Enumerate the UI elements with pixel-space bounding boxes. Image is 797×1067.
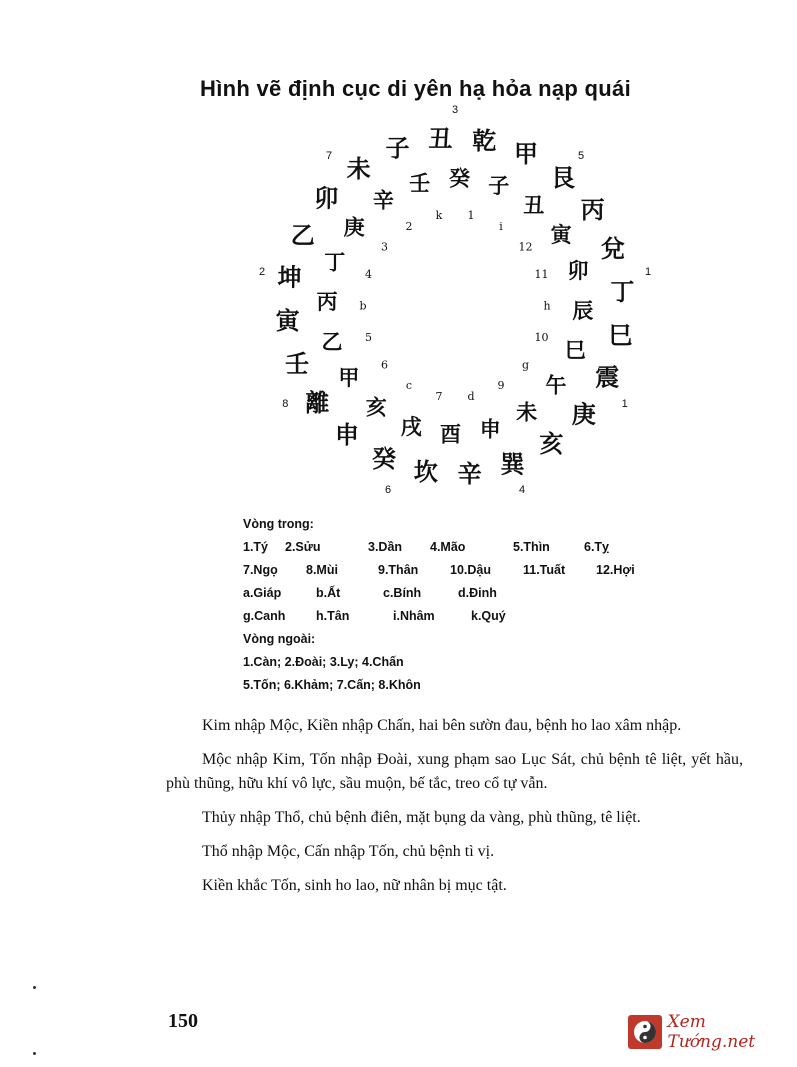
outer-marker: 5: [577, 149, 585, 162]
legend-item: 1.Tý: [243, 540, 269, 554]
outer-marker: 8: [282, 398, 289, 410]
outer-glyph: 震: [595, 362, 620, 392]
legend-item: h.Tân: [316, 609, 350, 623]
watermark-text: Xem Tướng.net: [667, 1012, 756, 1052]
legend-item: i.Nhâm: [393, 609, 435, 623]
legend-item: a.Giáp: [243, 586, 282, 600]
inner-marker: k: [435, 208, 443, 222]
outer-glyph: 坎: [413, 456, 438, 486]
legend-inner-heading: Vòng trong:: [243, 517, 314, 531]
inner-glyph: 亥: [365, 394, 387, 420]
legend-row: [243, 582, 635, 605]
inner-marker: 9: [497, 379, 505, 393]
paragraph: Kiền khắc Tốn, sinh ho lao, nữ nhân bị mục tật.: [202, 877, 507, 894]
legend-outer-line: 5.Tốn; 6.Khảm; 7.Cấn; 8.Khôn: [243, 678, 421, 692]
inner-marker: 2: [405, 219, 413, 233]
legend-item: 9.Thân: [378, 563, 419, 577]
outer-marker: 4: [518, 484, 526, 497]
outer-glyph: 巽: [500, 449, 525, 479]
inner-glyph: 午: [545, 372, 567, 398]
speck: [33, 986, 36, 989]
inner-glyph: 寅: [550, 221, 572, 247]
inner-glyph: 巳: [564, 337, 586, 363]
outer-glyph: 巳: [608, 320, 633, 350]
inner-marker: 10: [534, 331, 549, 344]
outer-glyph: 坤: [277, 262, 302, 292]
inner-marker: c: [405, 379, 413, 393]
inner-glyph: 庚: [343, 214, 365, 240]
inner-glyph: 子: [488, 173, 510, 199]
legend-item: 10.Dậu: [450, 563, 491, 577]
legend-item: 4.Mão: [430, 540, 466, 554]
legend-item: g.Canh: [243, 609, 286, 623]
inner-marker: 4: [365, 268, 372, 281]
legend-item: c.Bính: [383, 586, 422, 600]
legend-item: 3.Dần: [368, 540, 403, 554]
legend-item: 5.Thìn: [513, 540, 550, 554]
inner-glyph: 甲: [338, 365, 360, 391]
outer-glyph: 庚: [571, 399, 596, 429]
inner-marker: 6: [381, 358, 388, 372]
paragraph: Mộc nhập Kim, Tốn nhập Đoài, xung phạm sao Lục Sát, chủ bệnh tê liệt, yết hầu, phù thũng, hữu khí vô lực, sầu muộn, bế tắc, treo cổ tự vẫn.: [166, 751, 743, 792]
inner-marker: 1: [467, 208, 475, 222]
outer-glyph: 甲: [514, 139, 538, 169]
outer-marker: 6: [384, 484, 392, 497]
legend-outer-line: 1.Càn; 2.Đoài; 3.Ly; 4.Chấn: [243, 655, 404, 669]
outer-glyph: 癸: [372, 443, 396, 473]
outer-glyph: 乾: [472, 126, 497, 156]
outer-glyph: 丁: [610, 276, 635, 306]
outer-marker: 7: [325, 149, 333, 162]
inner-marker: d: [467, 390, 475, 404]
legend-item: k.Quý: [471, 609, 506, 623]
inner-marker: 12: [518, 240, 533, 254]
outer-glyph: 離: [305, 387, 330, 417]
inner-marker: 7: [435, 390, 443, 404]
page-number: 150: [168, 1010, 198, 1032]
inner-marker: 11: [534, 268, 549, 281]
legend-item: 7.Ngọ: [243, 563, 278, 577]
circular-diagram: [250, 104, 660, 508]
inner-marker: 3: [381, 240, 388, 254]
paragraph: Thủy nhập Thổ, chủ bệnh điên, mặt bụng da vàng, phù thũng, tê liệt.: [202, 809, 641, 826]
outer-glyph: 乙: [290, 220, 315, 250]
outer-glyph: 辛: [457, 458, 482, 488]
inner-glyph: 丁: [324, 249, 346, 275]
legend-outer-heading: Vòng ngoài:: [243, 632, 316, 646]
outer-marker: 3: [451, 104, 459, 116]
legend: [243, 513, 635, 697]
legend-row: [243, 536, 635, 559]
outer-glyph: 丑: [428, 124, 453, 154]
inner-marker: i: [499, 219, 503, 233]
outer-marker: 1: [644, 266, 652, 278]
inner-glyph: 申: [479, 416, 501, 442]
paragraph: Kim nhập Mộc, Kiền nhập Chấn, hai bên sườn đau, bệnh ho lao xâm nhập.: [202, 717, 682, 734]
outer-glyph: 未: [346, 153, 371, 183]
legend-item: 6.Tỵ: [584, 540, 610, 554]
inner-glyph: 辰: [572, 298, 594, 323]
legend-row: [243, 605, 635, 628]
inner-glyph: 戌: [400, 413, 422, 439]
watermark: [628, 1012, 797, 1052]
page-title: Hình vẽ định cục di yên hạ hỏa nạp quái: [200, 76, 631, 101]
inner-glyph: 丙: [316, 289, 338, 314]
paragraph: Thổ nhập Mộc, Cấn nhập Tốn, chủ bệnh tì vị.: [202, 843, 495, 860]
inner-glyph: 未: [516, 399, 538, 425]
legend-item: 8.Mùi: [306, 563, 338, 577]
legend-item: 11.Tuất: [523, 563, 566, 577]
speck: [33, 1052, 36, 1055]
inner-marker: b: [359, 299, 367, 313]
legend-row: [243, 559, 635, 582]
outer-glyph: 子: [385, 133, 410, 163]
inner-glyph: 癸: [449, 165, 470, 191]
inner-glyph: 酉: [440, 421, 461, 447]
legend-item: 2.Sửu: [285, 540, 321, 554]
outer-glyph: 兌: [600, 234, 625, 263]
body-text: [166, 714, 743, 908]
inner-glyph: 乙: [321, 328, 343, 354]
outer-glyph: 丙: [580, 195, 605, 225]
outer-glyph: 寅: [275, 306, 300, 336]
inner-marker: h: [543, 299, 551, 313]
outer-glyph: 壬: [285, 349, 310, 378]
inner-glyph-ring: [316, 165, 594, 450]
outer-glyph: 卯: [314, 183, 339, 213]
inner-marker: 5: [365, 331, 372, 344]
inner-glyph: 壬: [409, 170, 431, 196]
inner-glyph: 丑: [523, 192, 545, 218]
outer-glyph: 申: [335, 420, 359, 450]
outer-marker: 2: [258, 266, 266, 278]
outer-glyph: 亥: [539, 429, 564, 459]
inner-glyph: 辛: [372, 187, 394, 213]
inner-marker-ring: [359, 209, 550, 403]
legend-item: b.Ất: [316, 586, 341, 600]
legend-item: d.Đinh: [458, 586, 497, 600]
yin-yang-icon: [628, 1015, 662, 1049]
outer-glyph: 艮: [551, 162, 575, 192]
inner-glyph: 卯: [567, 258, 589, 284]
inner-marker: g: [521, 358, 530, 372]
legend-item: 12.Hợi: [596, 563, 635, 577]
outer-marker: 1: [621, 398, 628, 410]
